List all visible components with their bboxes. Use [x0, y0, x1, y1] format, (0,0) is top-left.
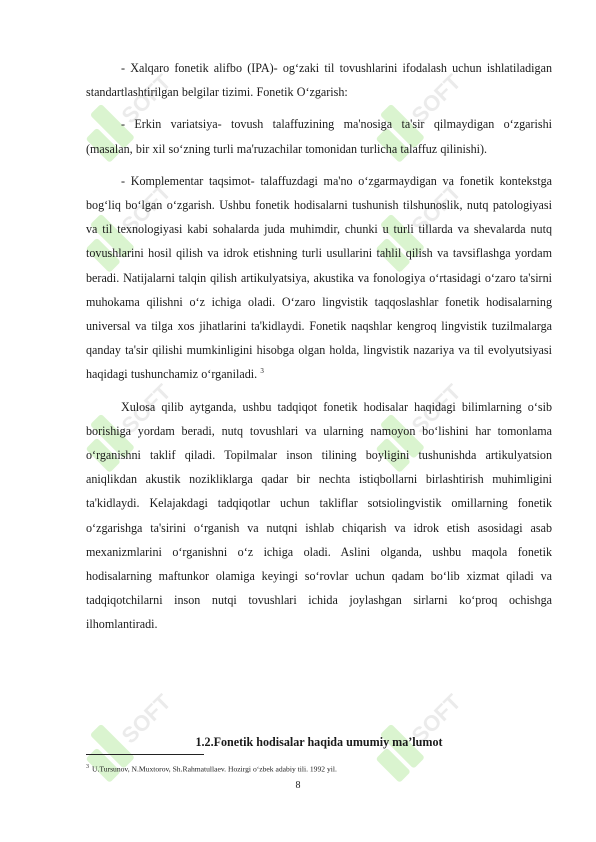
footnote-text: U.Tursunov, N.Muxtorov, Sh.Rahmatullaev. Hozirgi o‘zbek adabiy tili. 1992 yil.	[92, 764, 337, 774]
paragraph-free-variation	[86, 112, 552, 160]
svg-text:SOFT: SOFT	[406, 379, 466, 439]
footnote	[86, 764, 337, 774]
paragraph-text: - Erkin variatsiya- tovush talaffuzining ma'nosiga ta'sir qilmaydigan o‘zgarishi (masalan, bir xil so‘zning turli ma'ruzachilar tomonidan turlicha talaffuz qilinishi).	[86, 117, 552, 156]
paragraph-ipa	[86, 56, 552, 104]
footnote-reference[interactable]: 3	[260, 367, 264, 376]
paragraph-text: - Komplementar taqsimot- talaffuzdagi ma'no o‘zgarmaydigan va fonetik kontekstga bog‘liq bo‘lgan o‘zgarish. Ushbu fonetik hodisalarni tushunish tilshunoslik, nutq patologiyasi va til texnologiyasi kabi sohalarda juda muhimdir, chunki u turli tillarda va shevalarda nutq tovushlarini hosil qilish va idrok etishning turli usullarini tahlil qilish va tavsiflashga yordam beradi. Natijalarni talqin qilish artikulyatsiya, akustika va fonologiya o‘rtasidagi o‘zaro ta'sirni muhokama qilishni o‘z ichiga oladi. O‘zaro lingvistik taqqoslashlar fonetik hodisalarning universal va tilga xos jihatlarini ta'kidlaydi. Fonetik naqshlar kengroq lingvistik tuzilmalarga qanday ta'sir qilishi mumkinligini hisobga olgan holda, lingvistik nazariya va til evolyutsiyasi haqidagi tushunchamiz o‘rganiladi.	[86, 173, 552, 382]
svg-text:SOFT: SOFT	[116, 69, 176, 129]
svg-text:SOFT: SOFT	[116, 179, 176, 239]
svg-text:SOFT: SOFT	[406, 689, 466, 749]
svg-text:SOFT: SOFT	[116, 689, 176, 749]
paragraph-text: Xulosa qilib aytganda, ushbu tadqiqot fonetik hodisalar haqidagi bilimlarning o‘sib borishiga yordam beradi, nutq tovushlari va ularning namoyon bo‘lishini har tomonlama o‘rganishni taklif qiladi. Topilmalar inson tilining boyligini tushunishda artikulyatsion aniqlikdan akustik nozikliklarga qadar bir nechta istiqbollarni birlashtirish muhimligini ta'kidlaydi. Kelajakdagi tadqiqotlar uchun takliflar sotsiolingvistik omillarning fonetik o‘zgarishga ta'sirini o‘rganish va nutqni ishlab chiqarish va idrok etish asosidagi asab mexanizmlarini o‘rganishni o‘z ichiga oladi. Aslini olganda, ushbu maqola fonetik hodisalarning maftunkor olamiga keyingi so‘rovlar uchun qadam bo‘lib xizmat qiladi va tadqiqotchilarni inson nutqi tovushlari ichida joylashgan sirlarni ko‘proq ochishga ilhomlantiradi.	[86, 399, 552, 632]
paragraph-text: - Xalqaro fonetik alifbo (IPA)- og‘zaki til tovushlarini ifodalash uchun ishlatiladigan standartlashtirilgan belgilar tizimi. Fonetik O‘zgarish:	[86, 61, 552, 100]
body-text	[86, 56, 552, 645]
paragraph-conclusion	[86, 395, 552, 637]
svg-text:SOFT: SOFT	[406, 69, 466, 129]
paragraph-complementary-distribution	[86, 169, 552, 387]
svg-text:SOFT: SOFT	[406, 179, 466, 239]
section-heading: 1.2.Fonetik hodisalar haqida umumiy ma’lumot	[195, 735, 443, 749]
footnote-marker: 3	[86, 764, 89, 770]
page-number: 8	[295, 780, 301, 791]
footnote-separator	[86, 754, 204, 755]
watermark-logo	[360, 660, 490, 790]
svg-text:SOFT: SOFT	[116, 379, 176, 439]
